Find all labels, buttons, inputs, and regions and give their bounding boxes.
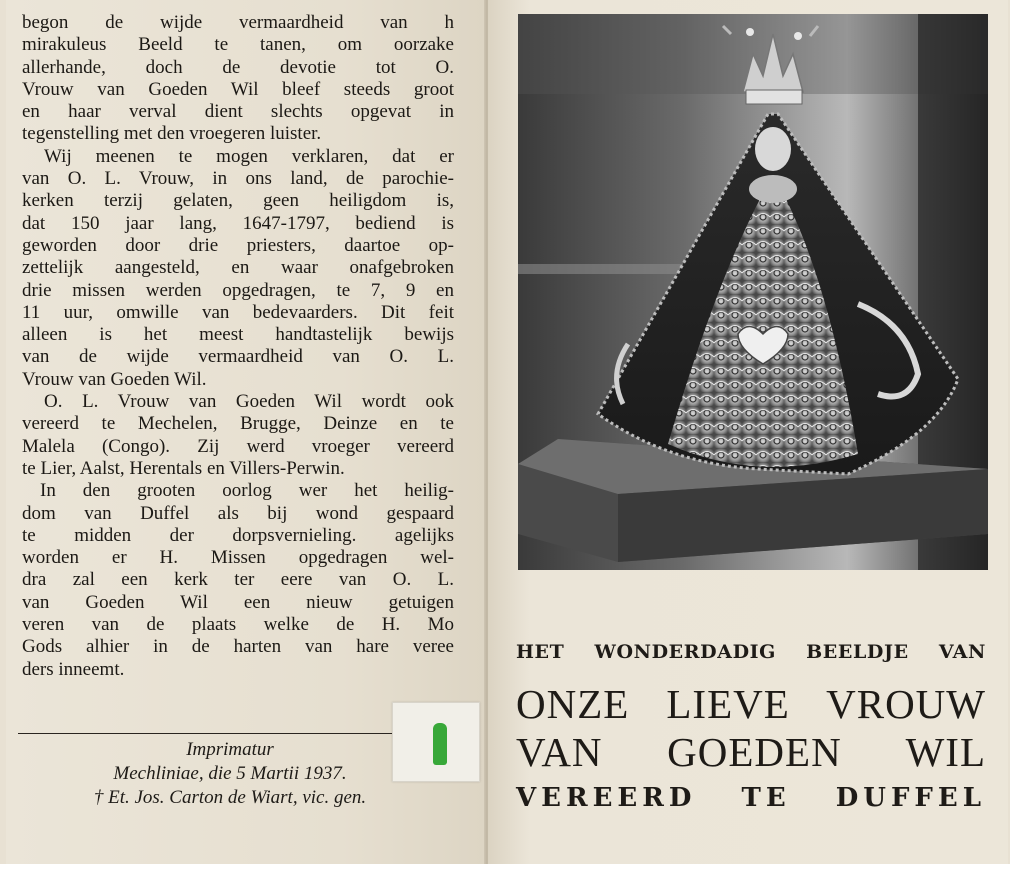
tape-sticker <box>392 702 480 782</box>
imprimatur-signature: † Et. Jos. Carton de Wiart, vic. gen. <box>93 787 367 808</box>
text-line: mirakuleus Beeld te tanen, om oorzake <box>22 34 454 56</box>
text-line: dom van Duffel als bij wond gespaard <box>22 502 454 524</box>
text-line: Malela (Congo). Zij werd vroeger vereerd <box>22 435 454 457</box>
statue-illustration <box>518 14 988 570</box>
text-line: vereerd te Mechelen, Brugge, Deinze en te <box>22 413 454 435</box>
text-line: veren van de plaats welke de H. Mo <box>22 614 454 636</box>
text-line: Vrouw van Goeden Wil bleef steeds groot <box>22 78 454 100</box>
subtitle: HET WONDERDADIG BEELDJE VAN <box>516 641 986 663</box>
text-line: In den grooten oorlog wer het heilig- <box>40 480 454 502</box>
title-line-3: VEREERD TE DUFFEL <box>516 783 986 813</box>
imprimatur-block <box>20 738 440 810</box>
green-mark <box>433 723 447 765</box>
text-line: allerhande, doch de devotie tot O. <box>22 56 454 78</box>
text-line: van de wijde vermaardheid van O. L. <box>22 346 454 368</box>
text-line: dat 150 jaar lang, 1647-1797, bediend is <box>22 212 454 234</box>
text-line: van Goeden Wil een nieuw getuigen <box>22 591 454 613</box>
text-line: te midden der dorpsvernieling. agelijks <box>22 524 454 546</box>
text-line: drie missen werden opgedragen, te 7, 9 en <box>22 279 454 301</box>
text-line: 11 uur, omwille van bedevaarders. Dit feit <box>22 301 454 323</box>
text-line: van O. L. Vrouw, in ons land, de parochie- <box>22 168 454 190</box>
text-line: tegenstelling met den vroegeren luister. <box>22 123 322 145</box>
text-line: zettelijk aangesteld, en waar onafgebroken <box>22 257 454 279</box>
body-text <box>22 12 454 681</box>
text-line: O. L. Vrouw van Goeden Wil wordt ook <box>44 391 454 413</box>
text-line: Vrouw van Goeden Wil. <box>22 368 207 390</box>
text-line: geworden door drie priesters, daartoe op- <box>22 234 454 256</box>
divider-rule <box>18 733 400 734</box>
imprimatur-place-date: Mechliniae, die 5 Martii 1937. <box>113 763 347 784</box>
text-line: kerken terzij gelaten, geen heiligdom is, <box>22 190 454 212</box>
imprimatur-title: Imprimatur <box>186 739 274 760</box>
statue-photo <box>518 14 988 570</box>
text-line: alleen is het meest handtastelijk bewijs <box>22 324 454 346</box>
text-line: te Lier, Aalst, Herentals en Villers-Perwin. <box>22 457 345 479</box>
text-line: begon de wijde vermaardheid van h <box>22 12 454 33</box>
text-line: worden er H. Missen opgedragen wel- <box>22 547 454 569</box>
text-line: dra zal een kerk ter eere van O. L. <box>22 569 454 591</box>
text-line: en haar verval dient slechts opgevat in <box>22 101 454 123</box>
title-line-1: ONZE LIEVE VROUW <box>516 681 986 727</box>
text-line: Wij meenen te mogen verklaren, dat er <box>44 145 454 167</box>
text-line: Gods alhier in de harten van hare veree <box>22 636 454 658</box>
text-line: ders inneemt. <box>22 658 125 680</box>
title-line-2: VAN GOEDEN WIL <box>516 729 986 775</box>
